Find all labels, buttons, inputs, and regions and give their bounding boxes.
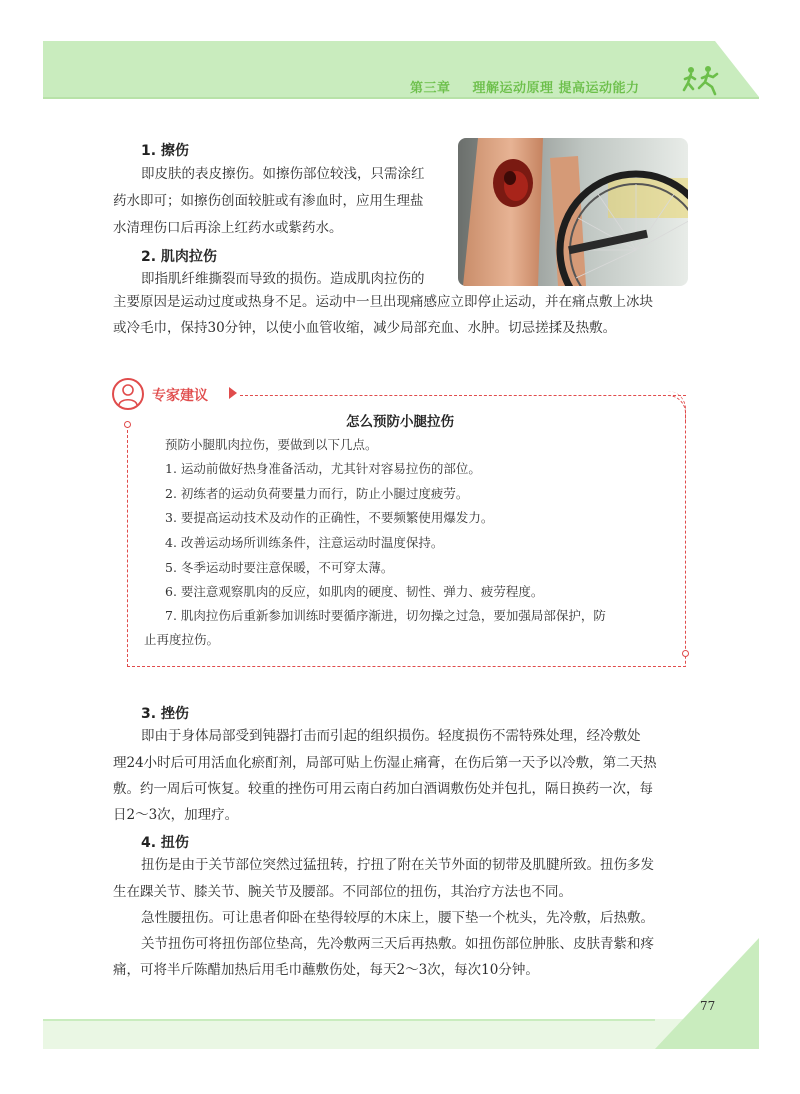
footer-divider <box>43 1019 655 1021</box>
expert-avatar-icon <box>112 378 144 410</box>
paragraph-abrasion-3: 水清理伤口后再涂上红药水或紫药水。 <box>113 220 343 236</box>
expert-intro: 预防小腿肌肉拉伤，要做到以下几点。 <box>165 437 378 452</box>
section-heading-abrasion: 1. 擦伤 <box>141 143 189 159</box>
page-number: 77 <box>700 999 716 1013</box>
chapter-number: 第三章 <box>410 81 451 96</box>
expert-advice-title: 怎么预防小腿拉伤 <box>346 414 454 430</box>
footer-corner-triangle <box>655 938 759 1049</box>
paragraph-contusion-3: 敷。约一周后可恢复。较重的挫伤可用云南白药加白酒调敷伤处并包扎，隔日换药一次，每 <box>113 781 653 797</box>
chapter-header <box>410 77 662 96</box>
paragraph-strain-3: 或冷毛巾，保持30分钟，以使小血管收缩，减少局部充血、水肿。切忌搓揉及热敷。 <box>113 320 617 336</box>
paragraph-sprain-4: 关节扭伤可将扭伤部位垫高，先冷敷两三天后再热敷。如扭伤部位肿胀、皮肤青紫和疼 <box>141 936 654 952</box>
section-heading-contusion: 3. 挫伤 <box>141 706 189 722</box>
expert-item: 2. 初练者的运动负荷要量力而行，防止小腿过度疲劳。 <box>165 486 469 501</box>
paragraph-abrasion-1: 即皮肤的表皮擦伤。如擦伤部位较浅，只需涂红 <box>141 166 425 182</box>
expert-item: 6. 要注意观察肌肉的反应，如肌肉的硬度、韧性、弹力、疲劳程度。 <box>165 584 544 599</box>
paragraph-contusion-1: 即由于身体局部受到钝器打击而引起的组织损伤。轻度损伤不需特殊处理，经冷敷处 <box>141 728 641 744</box>
expert-item: 3. 要提高运动技术及动作的正确性，不要频繁使用爆发力。 <box>165 510 494 525</box>
paragraph-contusion-4: 日2～3次，加理疗。 <box>113 807 239 823</box>
paragraph-strain-2: 主要原因是运动过度或热身不足。运动中一旦出现痛感应立即停止运动，并在痛点敷上冰块 <box>113 294 653 310</box>
chapter-title: 理解运动原理 提高运动能力 <box>472 81 640 96</box>
runners-icon <box>682 66 722 96</box>
paragraph-sprain-5: 痛，可将半斤陈醋加热后用毛巾蘸敷伤处，每天2～3次，每次10分钟。 <box>113 962 539 978</box>
expert-item: 1. 运动前做好热身准备活动，尤其针对容易拉伤的部位。 <box>165 461 481 476</box>
paragraph-contusion-2: 理24小时后可用活血化瘀酊剂，局部可贴上伤湿止痛膏，在伤后第一天予以冷敷，第二天热 <box>113 755 657 771</box>
paragraph-sprain-1: 扭伤是由于关节部位突然过猛扭转，拧扭了附在关节外面的韧带及肌腱所致。扭伤多发 <box>141 857 654 873</box>
paragraph-abrasion-2: 药水即可；如擦伤创面较脏或有渗血时，应用生理盐 <box>113 193 424 209</box>
expert-item: 7. 肌肉拉伤后重新参加训练时要循序渐进，切勿操之过急，要加强局部保护，防 <box>165 608 606 623</box>
knee-abrasion-photo <box>458 138 688 286</box>
paragraph-strain-1: 即指肌纤维撕裂而导致的损伤。造成肌肉拉伤的 <box>141 271 425 287</box>
section-heading-muscle-strain: 2. 肌肉拉伤 <box>141 249 217 265</box>
expert-item: 4. 改善运动场所训练条件，注意运动时温度保持。 <box>165 535 444 550</box>
expert-arrow-icon <box>229 387 237 399</box>
expert-item-continued: 止再度拉伤。 <box>144 632 220 647</box>
expert-box-dot-right <box>682 650 689 657</box>
expert-advice-label: 专家建议 <box>152 388 208 404</box>
expert-box-left-border <box>127 425 128 667</box>
paragraph-sprain-2: 生在踝关节、膝关节、腕关节及腰部。不同部位的扭伤，其治疗方法也不同。 <box>113 884 572 900</box>
section-heading-sprain: 4. 扭伤 <box>141 835 189 851</box>
expert-item: 5. 冬季运动时要注意保暖，不可穿太薄。 <box>165 560 394 575</box>
paragraph-sprain-3: 急性腰扭伤。可让患者仰卧在垫得较厚的木床上，腰下垫一个枕头，先冷敷，后热敷。 <box>141 910 654 926</box>
